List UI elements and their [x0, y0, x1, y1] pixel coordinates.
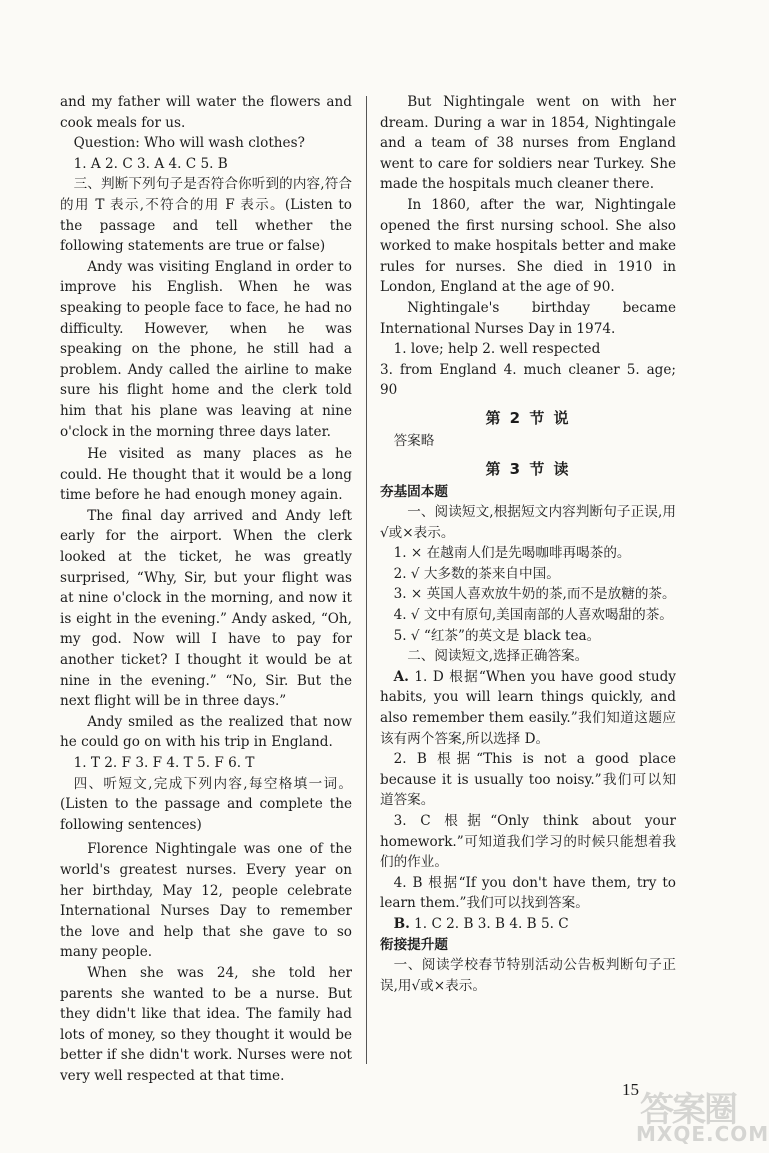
right-column — [380, 92, 676, 996]
passage-paragraph: Andy smiled as the realized that now he could go on with his trip in England. — [60, 713, 352, 751]
group-label: A. — [393, 668, 409, 685]
column-divider — [366, 96, 367, 1064]
passage-paragraph: In 1860, after the war, Nightingale opened the first nursing school. She also worked to make hospitals better and make rules for nurses. She died in 1910 in London, England at the age of 90. — [380, 196, 676, 296]
passage-paragraph: The final day arrived and Andy left early for the airport. When the clerk looked at the ticket, he was greatly surprised, “Why, Sir, but your flight was at nine o'clock in the morning, and now it is eight in the evening.” Andy asked, “Oh, my god. Now will I have to pay for another ticket? I thought it would be at nine in the evening.” “No, Sir. But the next flight will be in three days.” — [60, 507, 352, 710]
exercise-instruction: 二、阅读短文,选择正确答案。 — [407, 648, 589, 665]
exercise-instruction-3: 三、判断下列句子是否符合你听到的内容,符合的用 T 表示,不符合的用 F 表示。(Listen to the passage and tell whether the following statements are true or false) — [60, 176, 352, 255]
watermark-url: MXQE.COM — [636, 1122, 769, 1146]
answer-item — [380, 914, 676, 935]
basic-exercise-title: 夯基固本题 — [380, 483, 448, 500]
answer-line: 3. from England 4. much cleaner 5. age; 90 — [380, 361, 676, 399]
answer-item: 3. × 英国人喜欢放牛奶的茶,而不是放糖的茶。 — [393, 586, 676, 603]
answer-item: 2. B 根据“This is not a good place because it is usually too noisy.”我们可以知道答案。 — [380, 751, 676, 809]
section-2-answer: 答案略 — [393, 432, 435, 449]
passage-paragraph: But Nightingale went on with her dream. During a war in 1854, Nightingale and a team of 38 nurses from England went to care for soldiers near Turkey. She made the hospitals much cleaner there. — [380, 94, 676, 193]
watermark-logo — [636, 1082, 769, 1146]
passage-paragraph: Florence Nightingale was one of the world's greatest nurses. Every year on her birthday, May 12, people celebrate International Nurses Day to remember the love and help that she gave to so many people. — [60, 841, 352, 961]
answer-item: 2. √ 大多数的茶来自中国。 — [393, 565, 560, 582]
advanced-exercise-title: 衔接提升题 — [380, 936, 448, 953]
passage-paragraph: Andy was visiting England in order to improve his English. When he was speaking to people face to face, he had no difficulty. However, when he was speaking on the phone, he still had a problem. Andy called the airline to make sure his flight home and the clerk told him that his plane was leaving at nine o'clock in the morning three days later. — [60, 258, 352, 440]
left-column — [60, 92, 352, 1087]
answer-text: 1. C 2. B 3. B 4. B 5. C — [409, 915, 569, 932]
passage-paragraph: He visited as many places as he could. He thought that it would be a long time before he had enough money again. — [60, 446, 352, 504]
group-label: B. — [393, 915, 410, 932]
answer-item: 4. √ 文中有原句,美国南部的人喜欢喝甜的茶。 — [393, 607, 673, 624]
watermark-text: 答案圈 — [640, 1090, 736, 1130]
answer-line: 1. T 2. F 3. F 4. T 5. F 6. T — [73, 755, 255, 771]
answer-line: 1. love; help 2. well respected — [393, 341, 601, 358]
page-number: 15 — [622, 1080, 639, 1099]
section-2-title: 第 2 节 说 — [485, 408, 571, 427]
exercise-instruction-4: 四、听短文,完成下列内容,每空格填一词。(Listen to the passage and complete the following sentences) — [60, 775, 352, 833]
exercise-instruction: 一、阅读学校春节特别活动公告板判断句子正误,用√或×表示。 — [380, 957, 676, 994]
passage-paragraph: When she was 24, she told her parents she wanted to be a nurse. But they didn't like that idea. The family had lots of money, so they thought it would be better if she didn't work. Nurses were not very well respected at that time. — [60, 964, 352, 1084]
exercise-instruction: 一、阅读短文,根据短文内容判断句子正误,用√或×表示。 — [380, 504, 676, 541]
answer-item: 3. C 根据“Only think about your homework.”可知道我们学习的时候只能想着我们的作业。 — [380, 813, 676, 871]
answer-line: 1. A 2. C 3. A 4. C 5. B — [73, 155, 228, 172]
left-paragraph: and my father will water the flowers and cook meals for us. — [60, 94, 352, 131]
answer-text: 1. D 根据“When you have good study habits, you will learn things quickly, and also remember them easily.”我们知道这题应该有两个答案,所以选择 D。 — [380, 668, 676, 747]
question-line: Question: Who will wash clothes? — [73, 135, 305, 152]
answer-item: 5. √ “红茶”的英文是 black tea。 — [393, 627, 601, 644]
answer-item: 4. B 根据“If you don't have them, try to learn them.”我们可以找到答案。 — [380, 874, 676, 912]
answer-item: 1. × 在越南人们是先喝咖啡再喝茶的。 — [393, 545, 631, 562]
section-3-title: 第 3 节 读 — [485, 459, 571, 478]
passage-paragraph: Nightingale's birthday became International Nurses Day in 1974. — [380, 299, 676, 337]
answer-item — [380, 667, 676, 749]
